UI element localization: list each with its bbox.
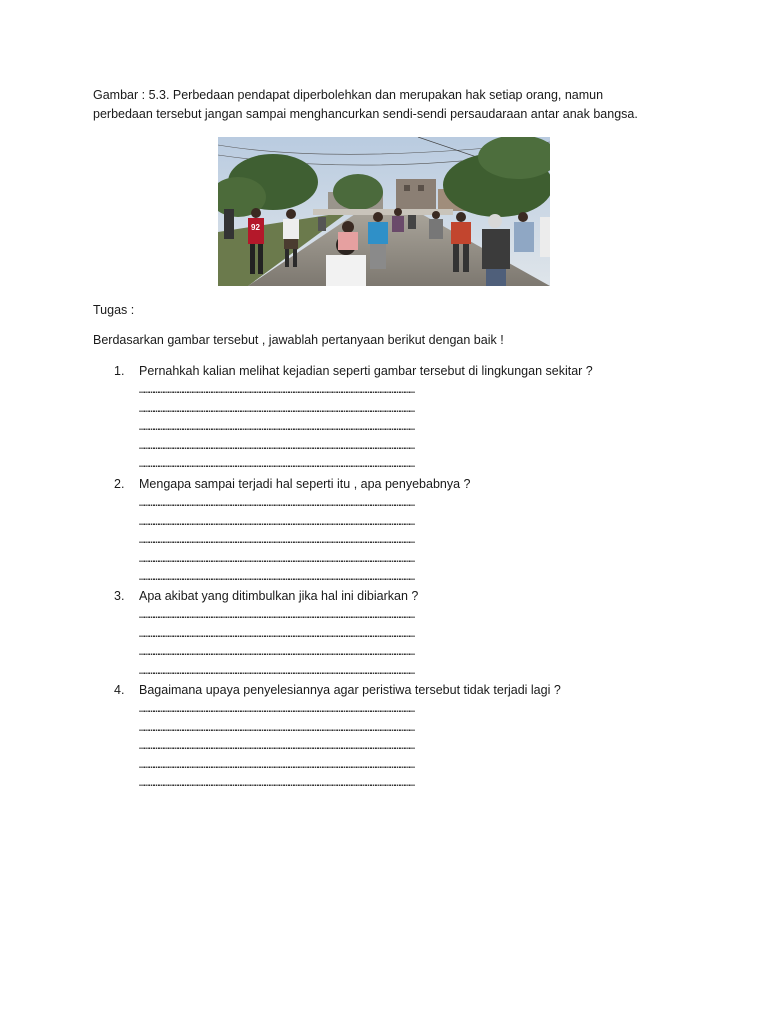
answer-line[interactable]: ……………………………………………………………………………………………………………………………………………………… (139, 647, 414, 659)
figure-caption (93, 86, 673, 124)
answer-line[interactable]: ……………………………………………………………………………………………………………………………………………………… (139, 440, 414, 452)
answer-area[interactable] (139, 606, 669, 680)
answer-line[interactable]: ……………………………………………………………………………………………………………………………………………………… (139, 553, 414, 565)
question-text: Mengapa sampai terjadi hal seperti itu , apa penyebabnya ? (139, 477, 471, 491)
caption-line-2: perbedaan tersebut jangan sampai menghancurkan sendi-sendi persaudaraan antar anak bangsa. (93, 107, 638, 121)
answer-line[interactable]: ……………………………………………………………………………………………………………………………………………………… (139, 572, 414, 584)
answer-line[interactable]: ……………………………………………………………………………………………………………………………………………………… (139, 498, 414, 509)
question-number: 3. (114, 589, 125, 603)
question-text: Bagaimana upaya penyelesiannya agar peristiwa tersebut tidak terjadi lagi ? (139, 683, 561, 697)
street-crowd-photo (218, 137, 550, 286)
answer-line[interactable]: ……………………………………………………………………………………………………………………………………………………… (139, 722, 414, 734)
question-text: Pernahkah kalian melihat kejadian seperti gambar tersebut di lingkungan sekitar ? (139, 364, 593, 378)
answer-line[interactable]: ……………………………………………………………………………………………………………………………………………………… (139, 535, 414, 547)
answer-area[interactable] (139, 381, 669, 474)
answer-line[interactable]: ……………………………………………………………………………………………………………………………………………………… (139, 422, 414, 434)
answer-line[interactable]: ……………………………………………………………………………………………………………………………………………………… (139, 741, 414, 753)
answer-line[interactable]: ……………………………………………………………………………………………………………………………………………………… (139, 385, 414, 396)
question-number: 4. (114, 683, 125, 697)
answer-area[interactable] (139, 494, 669, 587)
answer-line[interactable]: ……………………………………………………………………………………………………………………………………………………… (139, 516, 414, 528)
answer-line[interactable]: ……………………………………………………………………………………………………………………………………………………… (139, 459, 414, 471)
answer-line[interactable]: ……………………………………………………………………………………………………………………………………………………… (139, 778, 414, 790)
caption-line-1: Gambar : 5.3. Perbedaan pendapat diperbolehkan dan merupakan hak setiap orang, namun (93, 88, 604, 102)
question-number: 2. (114, 477, 125, 491)
answer-line[interactable]: ……………………………………………………………………………………………………………………………………………………… (139, 759, 414, 771)
jersey-number: 92 (251, 223, 260, 232)
answer-line[interactable]: ……………………………………………………………………………………………………………………………………………………… (139, 704, 414, 715)
task-instruction: Berdasarkan gambar tersebut , jawablah pertanyaan berikut dengan baik ! (93, 333, 504, 347)
answer-line[interactable]: ……………………………………………………………………………………………………………………………………………………… (139, 403, 414, 415)
question-text: Apa akibat yang ditimbulkan jika hal ini dibiarkan ? (139, 589, 419, 603)
answer-area[interactable] (139, 700, 669, 793)
answer-line[interactable]: ……………………………………………………………………………………………………………………………………………………… (139, 628, 414, 640)
answer-line[interactable]: ……………………………………………………………………………………………………………………………………………………… (139, 610, 414, 621)
question-number: 1. (114, 364, 125, 378)
task-heading: Tugas : (93, 303, 135, 317)
answer-line[interactable]: ……………………………………………………………………………………………………………………………………………………… (139, 665, 414, 677)
photo-illustration (218, 137, 550, 286)
